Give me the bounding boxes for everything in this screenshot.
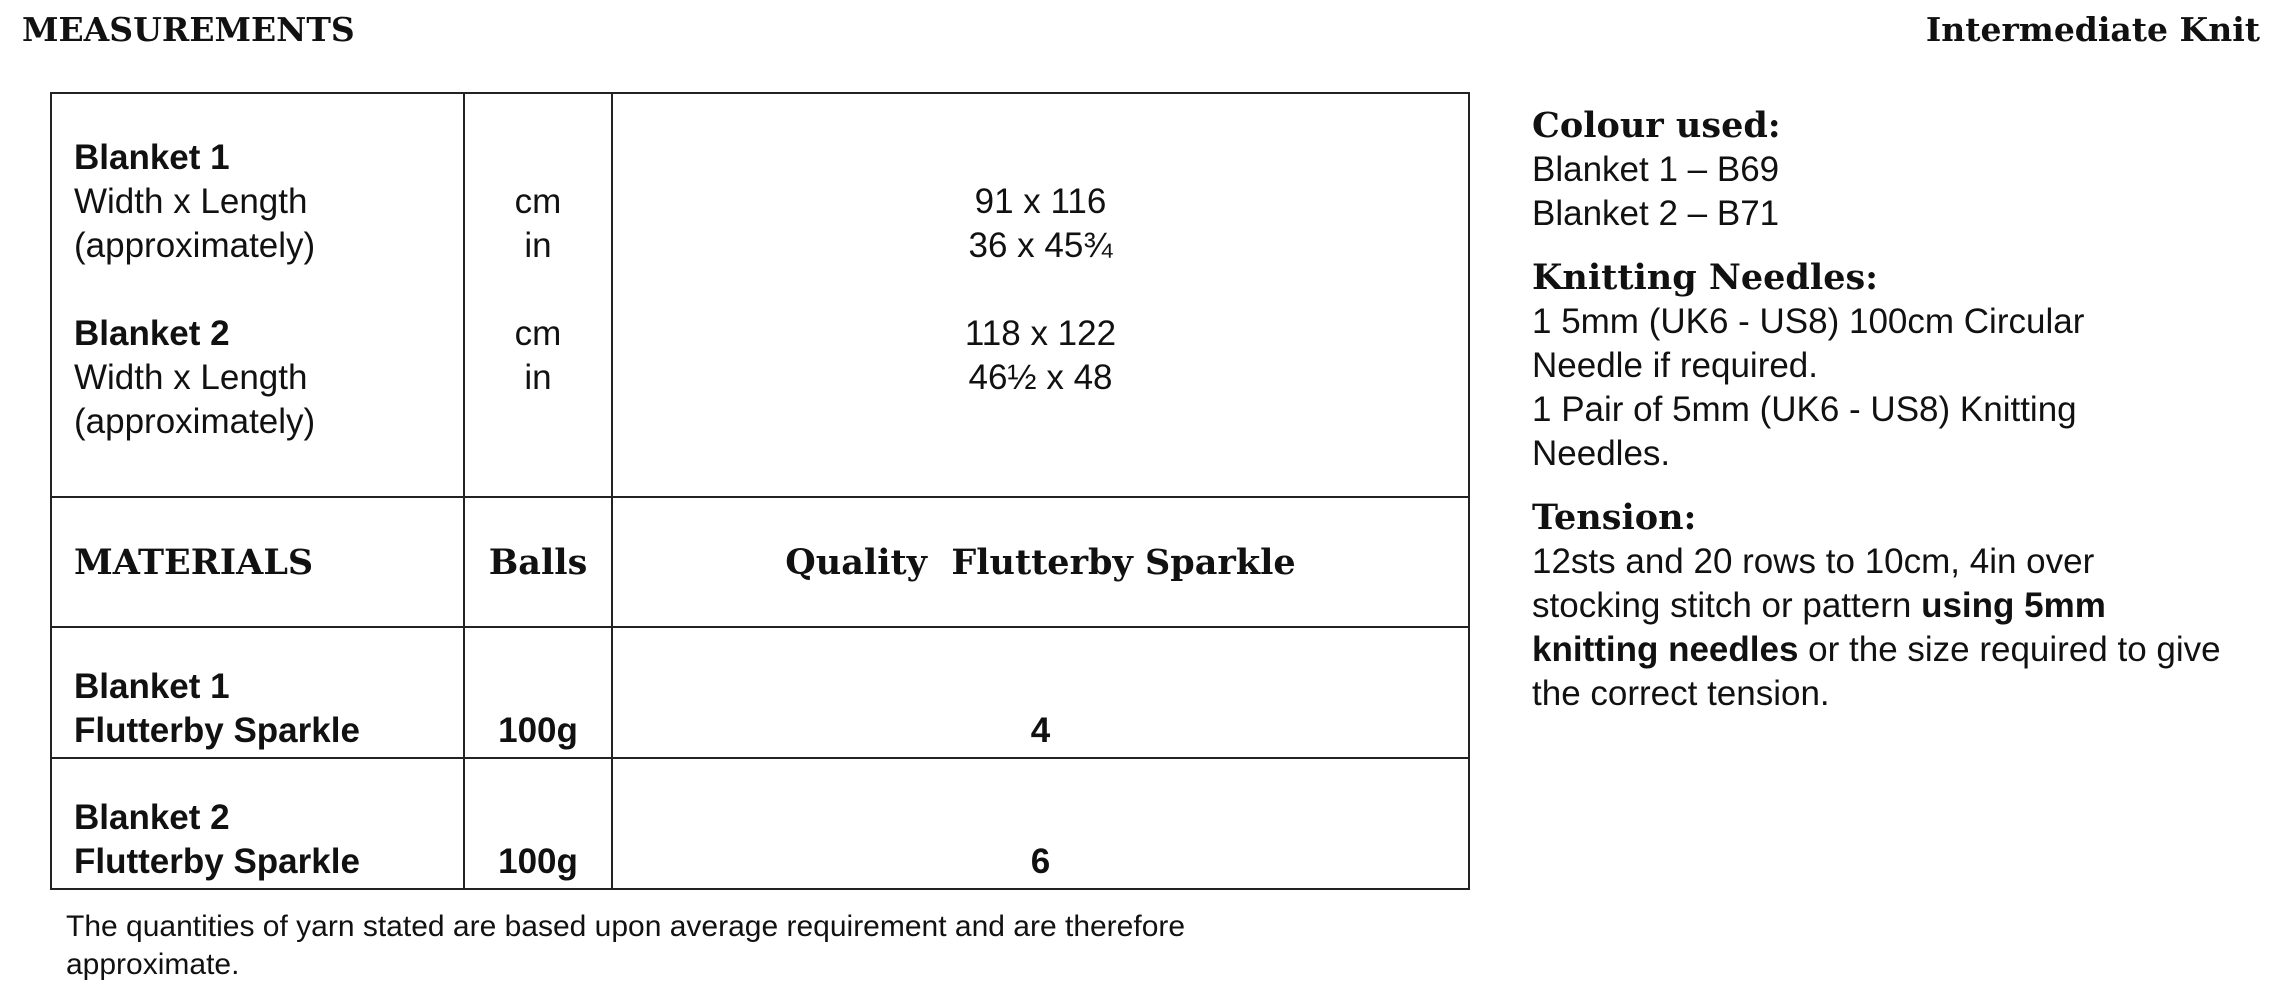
measurement-units — [464, 93, 612, 497]
measurements-table — [50, 92, 1470, 890]
measurement-labels — [51, 93, 464, 497]
colour-heading: Colour used: — [1532, 105, 1781, 146]
pattern-details — [1532, 104, 2252, 736]
material-blanket-1-weight: 100g — [498, 711, 578, 750]
tension-text-part: or the size required to give the correct tension. — [1532, 630, 2221, 713]
colour-line: Blanket 1 – B69 — [1532, 150, 1780, 189]
blanket-2-approx: (approximately) — [74, 402, 316, 441]
colour-line: Blanket 2 – B71 — [1532, 194, 1780, 233]
quality-heading: Quality Flutterby Sparkle — [785, 541, 1296, 583]
materials-header-row — [51, 497, 1469, 627]
blanket-2-value-cm: 118 x 122 — [964, 314, 1117, 353]
needles-line: 1 5mm (UK6 - US8) 100cm Circular — [1532, 302, 2085, 341]
measurement-values — [612, 93, 1469, 497]
table-row — [51, 627, 1469, 758]
skill-level: Intermediate Knit — [1925, 10, 2260, 49]
material-blanket-2-yarn: Flutterby Sparkle — [74, 842, 360, 881]
section-title: MEASUREMENTS — [22, 10, 355, 49]
table-row — [51, 758, 1469, 889]
materials-heading: MATERIALS — [74, 541, 314, 583]
blanket-1-unit-cm: cm — [514, 182, 562, 221]
blanket-2-value-in: 46½ x 48 — [968, 358, 1113, 397]
tension-heading: Tension: — [1532, 497, 1697, 538]
blanket-1-unit-in: in — [524, 226, 552, 265]
material-blanket-1-name: Blanket 1 — [74, 667, 230, 706]
blanket-1-value-cm: 91 x 116 — [974, 182, 1107, 221]
blanket-1-approx: (approximately) — [74, 226, 316, 265]
needles-line: 1 Pair of 5mm (UK6 - US8) Knitting — [1532, 390, 2077, 429]
blanket-2-unit-cm: cm — [514, 314, 562, 353]
needles-line: Needles. — [1532, 434, 1671, 473]
tension-text — [1532, 540, 2222, 716]
material-blanket-1-count: 4 — [1030, 711, 1051, 750]
material-blanket-2-weight: 100g — [498, 842, 578, 881]
material-blanket-1-yarn: Flutterby Sparkle — [74, 711, 360, 750]
tension-text-part: 12sts and 20 rows to 10cm, 4in over stocking stitch or pattern — [1532, 542, 2095, 625]
tension-needle-size: using 5mm knitting needles — [1532, 586, 2106, 669]
blanket-1-value-in: 36 x 45¾ — [968, 226, 1113, 265]
blanket-1-label: Width x Length — [74, 182, 308, 221]
yarn-quantity-note: The quantities of yarn stated are based upon average requirement and are therefore approximate. — [66, 910, 1186, 981]
balls-heading: Balls — [488, 541, 588, 583]
measurements-row — [51, 93, 1469, 497]
material-blanket-2-count: 6 — [1030, 842, 1051, 881]
blanket-1-name: Blanket 1 — [74, 138, 230, 177]
blanket-2-unit-in: in — [524, 358, 552, 397]
material-blanket-2-name: Blanket 2 — [74, 798, 230, 837]
needles-heading: Knitting Needles: — [1532, 257, 1879, 298]
needles-line: Needle if required. — [1532, 346, 1818, 385]
blanket-2-name: Blanket 2 — [74, 314, 230, 353]
blanket-2-label: Width x Length — [74, 358, 308, 397]
